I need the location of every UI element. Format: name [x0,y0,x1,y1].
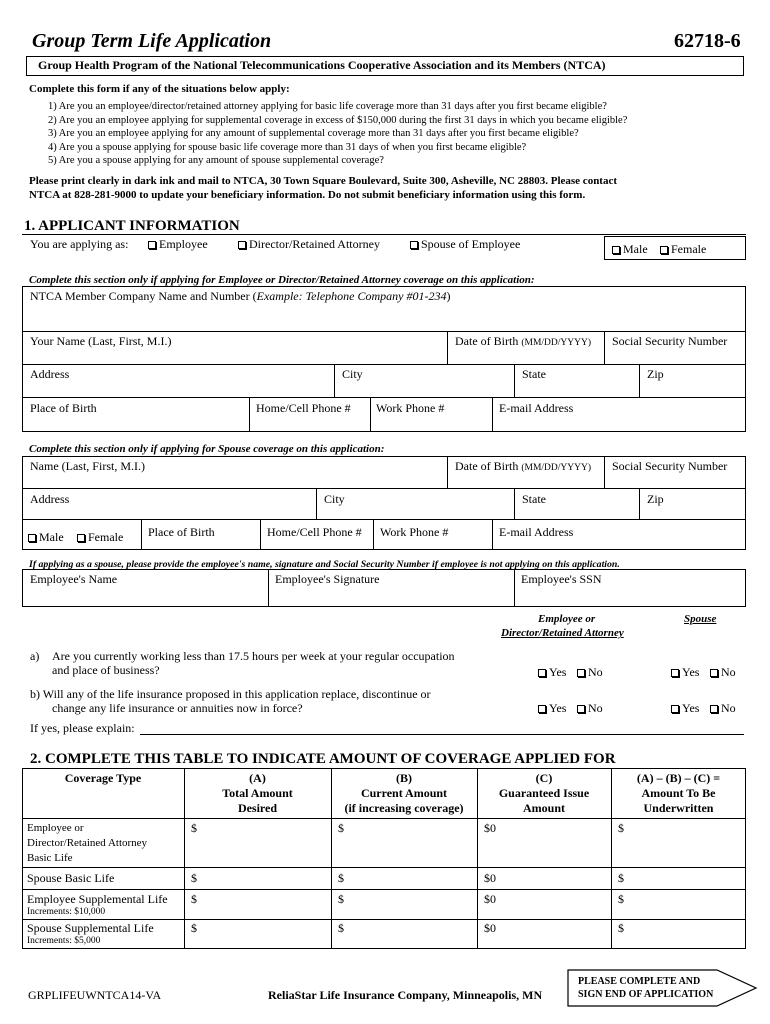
employee-section-note: Complete this section only if applying for Employee or Director/Retained Attorney coverage on this application: [29,274,535,286]
question-b-line2: change any life insurance or annuities now in force? [52,701,303,715]
option-label: Male [623,242,648,256]
home-phone-field[interactable]: Home/Cell Phone # [256,401,351,415]
work-phone-field[interactable]: Work Phone # [376,401,445,415]
intro-item: 1) Are you an employee/director/retained attorney applying for basic life coverage more than 31 days after you first became eligible? [48,101,607,112]
col-line [604,331,605,364]
row-spouse-basic-label: Spouse Basic Life [27,871,115,885]
col-line [373,519,374,550]
col-line [447,456,448,488]
checkbox-icon[interactable] [660,246,668,254]
spouse-supp-amount-d[interactable]: $ [618,921,624,935]
col-line [370,397,371,432]
col-line [492,397,493,432]
option-label: Male [39,530,64,544]
divider [22,234,746,235]
option-label: Yes [682,701,700,715]
option-label: Female [671,242,707,256]
section2-title: 2. COMPLETE THIS TABLE TO INDICATE AMOUNT OF COVERAGE APPLIED FOR [30,751,616,767]
arrow-text-2: SIGN END OF APPLICATION [578,989,714,1000]
checkbox-icon[interactable] [77,534,85,542]
spouse-address-field[interactable]: Address [30,492,70,506]
checkbox-icon[interactable] [612,246,620,254]
checkbox-icon[interactable] [710,669,718,677]
header-col-c [477,771,611,816]
col-line [249,397,250,432]
employee-signature-field[interactable]: Employee's Signature [275,572,380,586]
row-employee-supp-label: Employee Supplemental Life [27,892,168,906]
header-col-a [184,771,331,816]
checkbox-icon[interactable] [538,669,546,677]
col-line [514,364,515,397]
place-of-birth-field[interactable]: Place of Birth [30,401,97,415]
checkbox-icon[interactable] [538,705,546,713]
zip-field[interactable]: Zip [647,367,664,381]
insurer-name: ReliaStar Life Insurance Company, Minneapolis, MN [268,988,543,1002]
option-label: Employee [159,237,208,251]
header-line: Amount [522,801,565,815]
spouse-section-note [29,443,384,455]
col-line [514,569,515,607]
checkbox-icon[interactable] [577,669,585,677]
col-line [447,331,448,364]
dob-field[interactable] [455,334,591,349]
row-employee-supp-increment: Increments: $10,000 [27,907,106,917]
label-line: Director/Retained Attorney [27,837,148,849]
spouse-supp-amount-b[interactable]: $ [338,921,344,935]
checkbox-icon[interactable] [671,669,679,677]
label-text: Date of Birth [455,459,519,473]
spouse-work-phone-field[interactable]: Work Phone # [380,525,449,539]
spouse-basic-amount-d[interactable]: $ [618,871,624,885]
intro-heading: Complete this form if any of the situations below apply: [29,83,290,95]
your-name-field[interactable]: Your Name (Last, First, M.I.) [30,334,172,348]
qa-spouse-no[interactable] [710,665,736,680]
spouse-ssn-field[interactable]: Social Security Number [612,459,728,473]
employee-supp-amount-a[interactable]: $ [191,892,197,906]
spouse-supp-amount-c: $0 [484,921,496,935]
header-line: Current Amount [360,786,448,800]
spouse-option-male[interactable] [28,530,64,545]
col-line [639,364,640,397]
col-line [604,456,605,488]
spouse-zip-field[interactable]: Zip [647,492,664,506]
qa-employee-yes[interactable] [538,665,566,680]
option-label: No [721,701,736,715]
row-line [22,519,746,520]
col-line [141,519,142,550]
option-spouse[interactable] [410,237,520,252]
row-line [22,364,746,365]
option-label: No [721,665,736,679]
arrow-text-1: PLEASE COMPLETE AND [578,976,701,987]
qb-spouse-no[interactable] [710,701,736,716]
col-spouse-header: Spouse [684,613,717,625]
spouse-supp-amount-a[interactable]: $ [191,921,197,935]
qb-employee-no[interactable] [577,701,603,716]
employee-ssn-field[interactable]: Employee's SSN [521,572,602,586]
intro-item: 5) Are you a spouse applying for any amount of spouse supplemental coverage? [48,155,384,166]
address-field[interactable]: Address [30,367,70,381]
spouse-employee-note: If applying as a spouse, please provide the employee's name, signature and Social Security Number if employee is not applying on this application. [29,559,620,570]
option-employee[interactable] [148,237,208,252]
row-line [22,488,746,489]
spouse-basic-amount-c: $0 [484,871,496,885]
applying-as-label: You are applying as: [30,237,129,251]
header-line: Total Amount [222,786,293,800]
option-label: Spouse of Employee [421,237,521,251]
row-employee-basic-label [27,821,147,866]
employee-basic-amount-d[interactable]: $ [618,821,624,835]
company-field-label [30,289,450,304]
qb-spouse-yes[interactable] [671,701,699,716]
header-line: Desired [237,801,278,815]
question-b-line1: b) Will any of the life insurance proposed in this application replace, discontinue or [30,687,431,701]
intro-item: 3) Are you an employee applying for any amount of supplemental coverage more than 31 days after you first became eligible? [48,128,579,139]
form-number: 62718-6 [674,30,741,52]
qa-spouse-yes[interactable] [671,665,699,680]
label-line: Employee or [27,822,84,834]
checkbox-icon[interactable] [148,241,156,249]
option-label: No [588,701,603,715]
row-line [22,889,746,890]
program-title: Group Health Program of the National Telecommunications Cooperative Association and its Members (NTCA) [38,58,606,72]
spouse-name-field[interactable]: Name (Last, First, M.I.) [30,459,145,473]
header-line: Underwritten [643,801,714,815]
col-line [334,364,335,397]
city-field[interactable]: City [342,367,363,381]
section1-title: 1. APPLICANT INFORMATION [24,218,240,234]
spouse-basic-amount-a[interactable]: $ [191,871,197,885]
option-label: Yes [682,665,700,679]
label-text: Date of Birth [455,334,519,348]
spouse-option-female[interactable] [77,530,123,545]
spouse-dob-field[interactable] [455,459,591,474]
question-a-label: a) [30,649,40,663]
col-line [268,569,269,607]
page-title: Group Term Life Application [32,30,272,52]
option-label: No [588,665,603,679]
qa-employee-no[interactable] [577,665,603,680]
checkbox-icon[interactable] [671,705,679,713]
explain-label: If yes, please explain: [30,721,135,735]
row-line [22,818,746,819]
row-spouse-supp-increment: Increments: $5,000 [27,936,101,946]
header-line: (if increasing coverage) [344,801,464,815]
checkbox-icon[interactable] [28,534,36,542]
note-text: : [380,443,385,455]
employee-supp-amount-d[interactable]: $ [618,892,624,906]
option-label: Yes [549,701,567,715]
header-line: (B) [396,771,412,785]
spouse-basic-amount-b[interactable]: $ [338,871,344,885]
col-line [514,488,515,519]
continue-arrow-icon [567,968,759,1008]
label-format: (MM/DD/YYYY) [521,463,591,473]
row-line [22,397,746,398]
spouse-email-field[interactable]: E-mail Address [499,525,574,539]
header-col-b [331,771,477,816]
header-line: (C) [535,771,553,785]
col-line [316,488,317,519]
question-a-line2: and place of business? [52,663,160,677]
explain-input-line[interactable] [140,734,744,735]
checkbox-icon[interactable] [577,705,585,713]
row-line [22,867,746,868]
checkbox-icon[interactable] [710,705,718,713]
label-text: NTCA Member Company Name and Number ( [30,289,257,303]
intro-list [48,100,627,168]
employee-basic-amount-b[interactable]: $ [338,821,344,835]
employee-basic-amount-a[interactable]: $ [191,821,197,835]
note-text: Complete this section only if applying for Spouse coverage on this application [29,443,381,455]
header-line: Guaranteed Issue [498,786,590,800]
spouse-city-field[interactable]: City [324,492,345,506]
employee-name-field[interactable]: Employee's Name [30,572,118,586]
row-spouse-supp-label: Spouse Supplemental Life [27,921,154,935]
header-col-d [611,771,746,816]
option-female[interactable] [660,242,706,257]
label-text: ) [446,289,451,303]
employee-basic-amount-c: $0 [484,821,496,835]
intro-item: 4) Are you a spouse applying for spouse basic life coverage more than 31 days of when you first became eligible? [48,141,527,153]
qb-employee-yes[interactable] [538,701,566,716]
label-format: (MM/DD/YYYY) [521,338,591,348]
option-label: Yes [549,665,567,679]
mail-instructions-2: NTCA at 828-281-9000 to update your beneficiary information. Do not submit beneficiary information using this form. [29,189,586,201]
question-a-line1: Are you currently working less than 17.5 hours per week at your regular occupation [52,649,455,663]
row-line [22,919,746,920]
option-male[interactable] [612,242,648,257]
row-line [22,331,746,332]
option-label: Female [88,530,124,544]
option-director[interactable] [238,237,380,252]
col-line [492,519,493,550]
label-line: Basic Life [27,852,73,864]
ssn-field[interactable]: Social Security Number [612,334,728,348]
label-example: Example: Telephone Company #01-234 [256,289,447,303]
checkbox-icon[interactable] [238,241,246,249]
spouse-home-phone-field[interactable]: Home/Cell Phone # [267,525,362,539]
col-line [639,488,640,519]
email-field[interactable]: E-mail Address [499,401,574,415]
spouse-place-of-birth-field[interactable]: Place of Birth [148,525,215,539]
header-coverage-type: Coverage Type [64,771,142,785]
option-label: Director/Retained Attorney [249,237,380,251]
employee-for-spouse-box [22,569,746,607]
mail-instructions-1: Please print clearly in dark ink and mail to NTCA, 30 Town Square Boulevard, Suite 300, Asheville, NC 28803. Please contact [29,175,618,187]
col-line [260,519,261,550]
col-employee-header-1: Employee or [538,613,596,625]
form-code: GRPLIFEUWNTCA14-VA [28,988,162,1002]
col-employee-header-2: Director/Retained Attorney [501,627,624,639]
header-line: Amount To Be [641,786,716,800]
checkbox-icon[interactable] [410,241,418,249]
state-field[interactable]: State [522,367,546,381]
header-line: (A) [249,771,266,785]
header-line: (A) – (B) – (C) = [636,771,721,785]
employee-supp-amount-b[interactable]: $ [338,892,344,906]
employee-supp-amount-c: $0 [484,892,496,906]
spouse-state-field[interactable]: State [522,492,546,506]
intro-item: 2) Are you an employee applying for supplemental coverage in excess of $150,000 during the first 31 days in which you became eligible? [48,114,628,126]
